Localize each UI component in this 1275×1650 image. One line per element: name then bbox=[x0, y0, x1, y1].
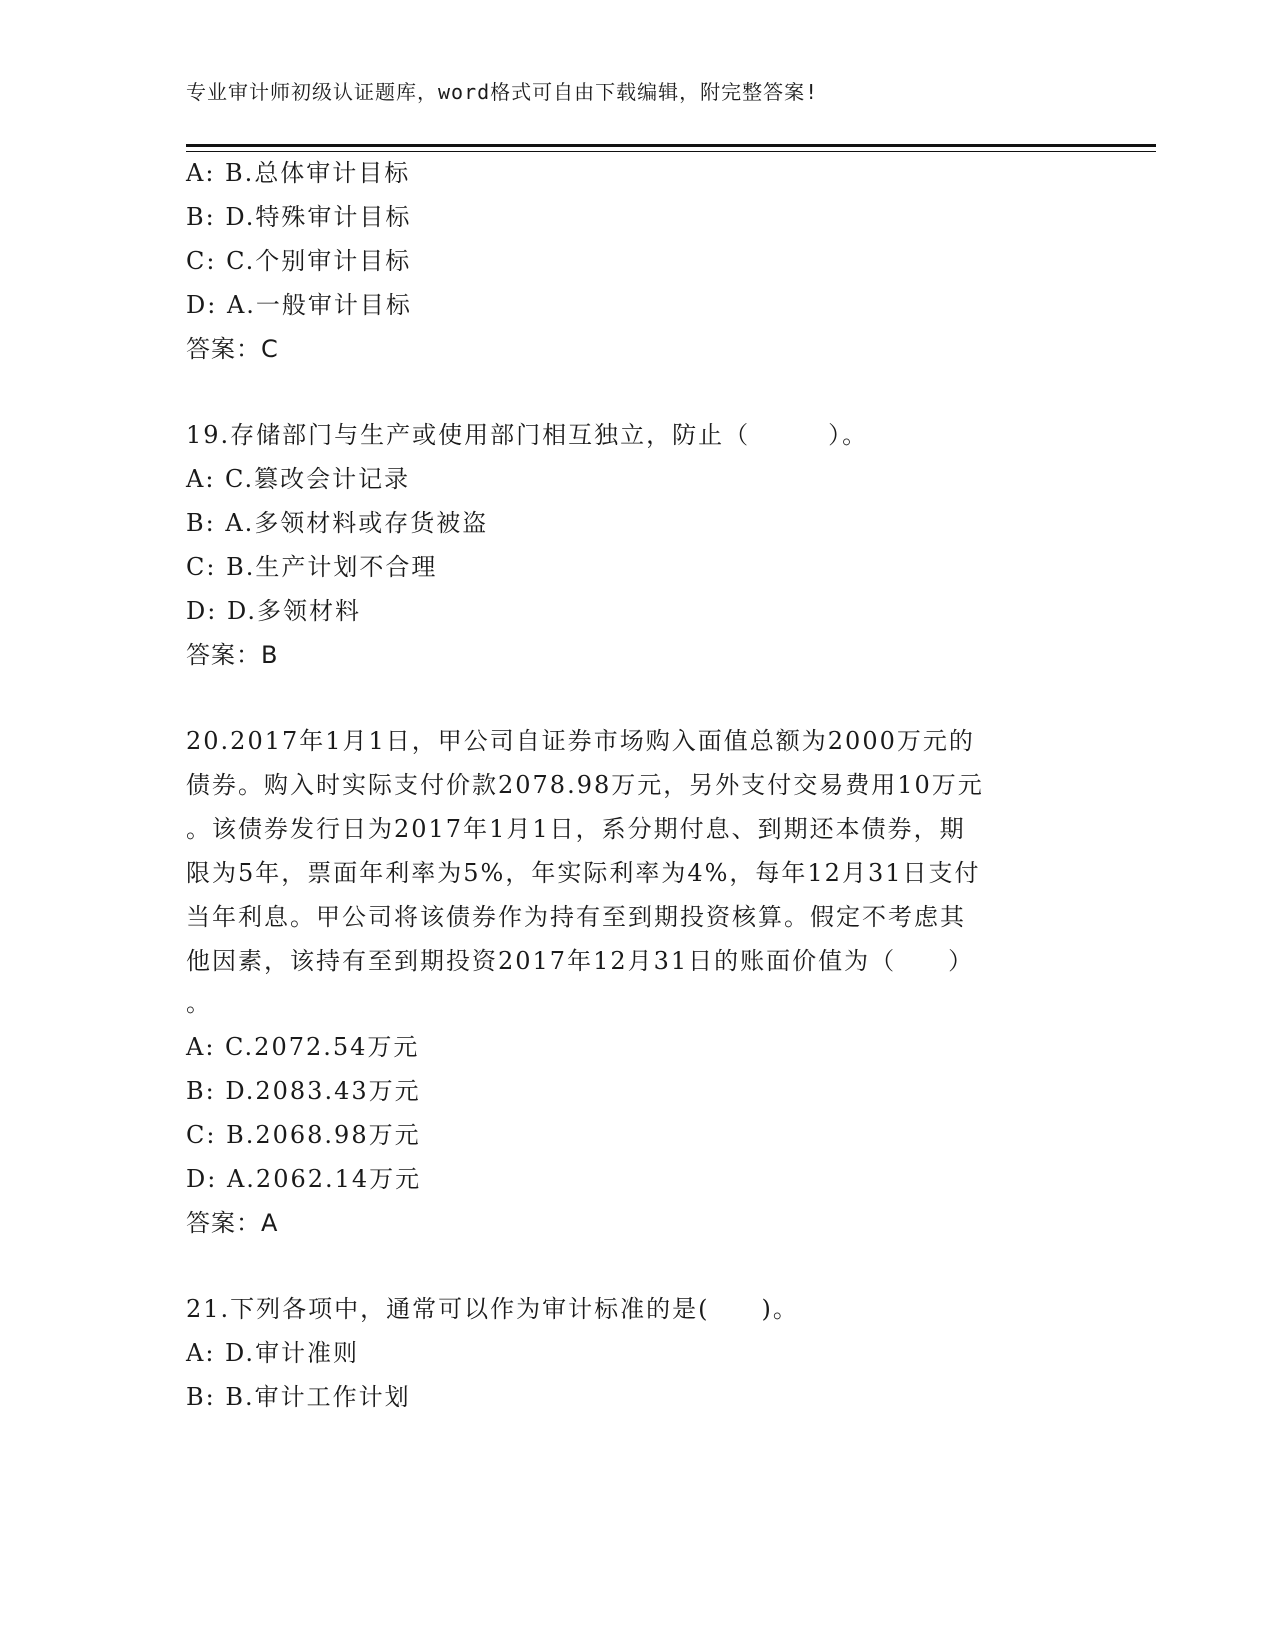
q18-option-b: B: D.特殊审计目标 bbox=[186, 203, 412, 231]
q21-option-b: B: B.审计工作计划 bbox=[186, 1383, 411, 1411]
q20-option-c: C: B.2068.98万元 bbox=[186, 1121, 421, 1149]
q20-question-line: 他因素，该持有至到期投资2017年12月31日的账面价值为（ ） bbox=[186, 947, 975, 975]
q19-option-d: D: D.多领材料 bbox=[186, 597, 361, 625]
q20-question-line: 当年利息。甲公司将该债券作为持有至到期投资核算。假定不考虑其 bbox=[186, 903, 966, 931]
q21-option-a: A: D.审计准则 bbox=[186, 1339, 360, 1367]
q19-option-b: B: A.多领材料或存货被盗 bbox=[186, 509, 489, 537]
q19-option-a: A: C.篡改会计记录 bbox=[186, 465, 411, 493]
q20-answer: 答案：A bbox=[186, 1209, 279, 1237]
q20-question-line: 债券。购入时实际支付价款2078.98万元，另外支付交易费用10万元 bbox=[186, 771, 984, 799]
q20-option-d: D: A.2062.14万元 bbox=[186, 1165, 422, 1193]
q20-option-a: A: C.2072.54万元 bbox=[186, 1033, 420, 1061]
q21-question: 21.下列各项中，通常可以作为审计标准的是( )。 bbox=[186, 1295, 799, 1323]
q18-option-c: C: C.个别审计目标 bbox=[186, 247, 412, 275]
q20-option-b: B: D.2083.43万元 bbox=[186, 1077, 421, 1105]
header-rule-thick bbox=[186, 144, 1156, 147]
q19-answer: 答案：B bbox=[186, 641, 279, 669]
q18-option-a: A: B.总体审计目标 bbox=[186, 159, 411, 187]
page-header: 专业审计师初级认证题库，word格式可自由下载编辑，附完整答案! bbox=[186, 80, 819, 104]
q20-question-line: 20.2017年1月1日，甲公司自证券市场购入面值总额为2000万元的 bbox=[186, 727, 975, 755]
q19-option-c: C: B.生产计划不合理 bbox=[186, 553, 438, 581]
q20-question-line: 限为5年，票面年利率为5%，年实际利率为4%，每年12月31日支付 bbox=[186, 859, 981, 887]
q18-option-d: D: A.一般审计目标 bbox=[186, 291, 412, 319]
q20-question-line: 。 bbox=[186, 989, 212, 1017]
q18-answer: 答案：C bbox=[186, 335, 279, 363]
q19-question: 19.存储部门与生产或使用部门相互独立，防止（ ）。 bbox=[186, 421, 869, 449]
header-rule-thin bbox=[186, 151, 1156, 152]
q20-question-line: 。该债券发行日为2017年1月1日，系分期付息、到期还本债券，期 bbox=[186, 815, 966, 843]
